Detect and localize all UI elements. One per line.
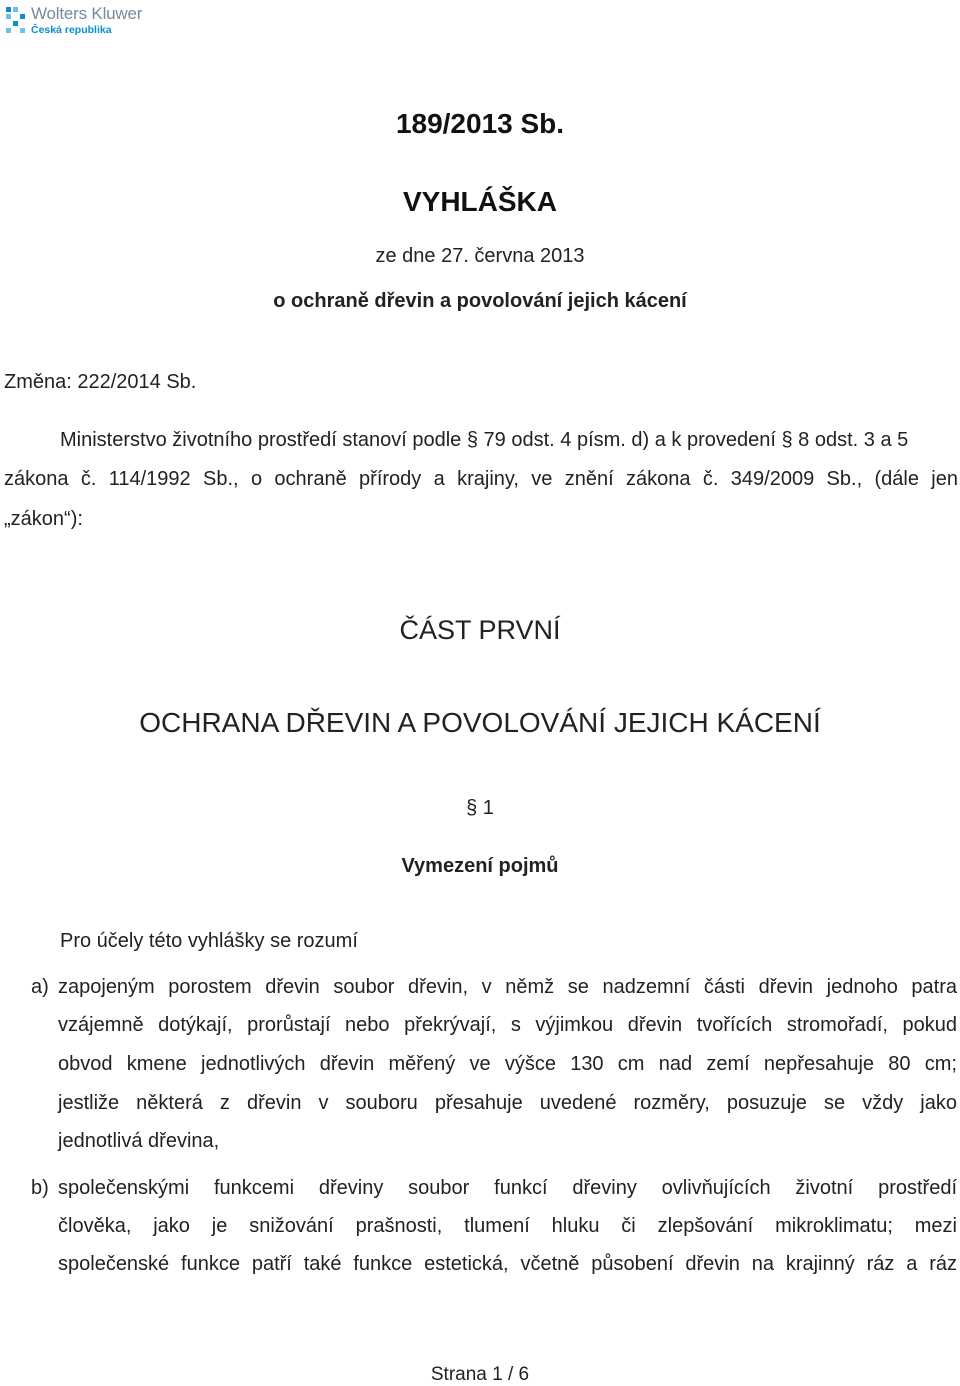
part-title: OCHRANA DŘEVIN A POVOLOVÁNÍ JEJICH KÁCENÍ — [139, 707, 821, 738]
item-label: a) — [31, 976, 49, 998]
publisher-division: Česká republika — [31, 24, 112, 36]
intro-line: Ministerstvo životního prostředí stanoví podle § 79 odst. 4 písm. d) a k provedení § 8 odst. 3 a 5 — [60, 429, 909, 451]
section-lead: Pro účely této vyhlášky se rozumí — [60, 930, 358, 952]
item-line: společenské funkce patří také funkce estetická, včetně působení dřevin na krajinný ráz a ráz — [58, 1253, 957, 1275]
section-number: § 1 — [466, 797, 494, 819]
section-title: Vymezení pojmů — [401, 855, 559, 877]
wolters-kluwer-logo-icon — [4, 5, 28, 35]
publisher-logo — [4, 3, 144, 37]
document-type: VYHLÁŠKA — [402, 186, 557, 217]
intro-line: „zákon“): — [4, 508, 83, 530]
document-date: ze dne 27. června 2013 — [375, 245, 585, 267]
publisher-name: Wolters Kluwer — [31, 4, 143, 23]
item-line: společenskými funkcemi dřeviny soubor funkcí dřeviny ovlivňujících životní prostředí — [58, 1177, 957, 1199]
item-line: vzájemně dotýkají, prorůstají nebo překrývají, s výjimkou dřevin tvořících stromořadí, pokud — [58, 1014, 957, 1036]
item-label: b) — [31, 1177, 49, 1199]
item-line: jednotlivá dřevina, — [58, 1130, 220, 1152]
page-number: Strana 1 / 6 — [430, 1364, 530, 1385]
document-subject: o ochraně dřevin a povolování jejich kácení — [273, 290, 687, 312]
item-line: člověka, jako je snižování prašnosti, tlumení hluku či zlepšování mikroklimatu; mezi — [58, 1215, 957, 1237]
item-line: obvod kmene jednotlivých dřevin měřený ve výšce 130 cm nad zemí nepřesahuje 80 cm; — [58, 1053, 957, 1075]
amendment-note: Změna: 222/2014 Sb. — [4, 371, 197, 393]
document-number: 189/2013 Sb. — [395, 108, 565, 139]
intro-line: zákona č. 114/1992 Sb., o ochraně přírody a krajiny, ve znění zákona č. 349/2009 Sb., (dále jen — [4, 468, 958, 490]
item-line: zapojeným porostem dřevin soubor dřevin, v němž se nadzemní části dřevin jednoho patra — [58, 976, 957, 998]
part-heading: ČÁST PRVNÍ — [399, 615, 561, 645]
item-line: jestliže některá z dřevin v souboru přesahuje uvedené rozměry, posuzuje se vždy jako — [58, 1092, 957, 1114]
